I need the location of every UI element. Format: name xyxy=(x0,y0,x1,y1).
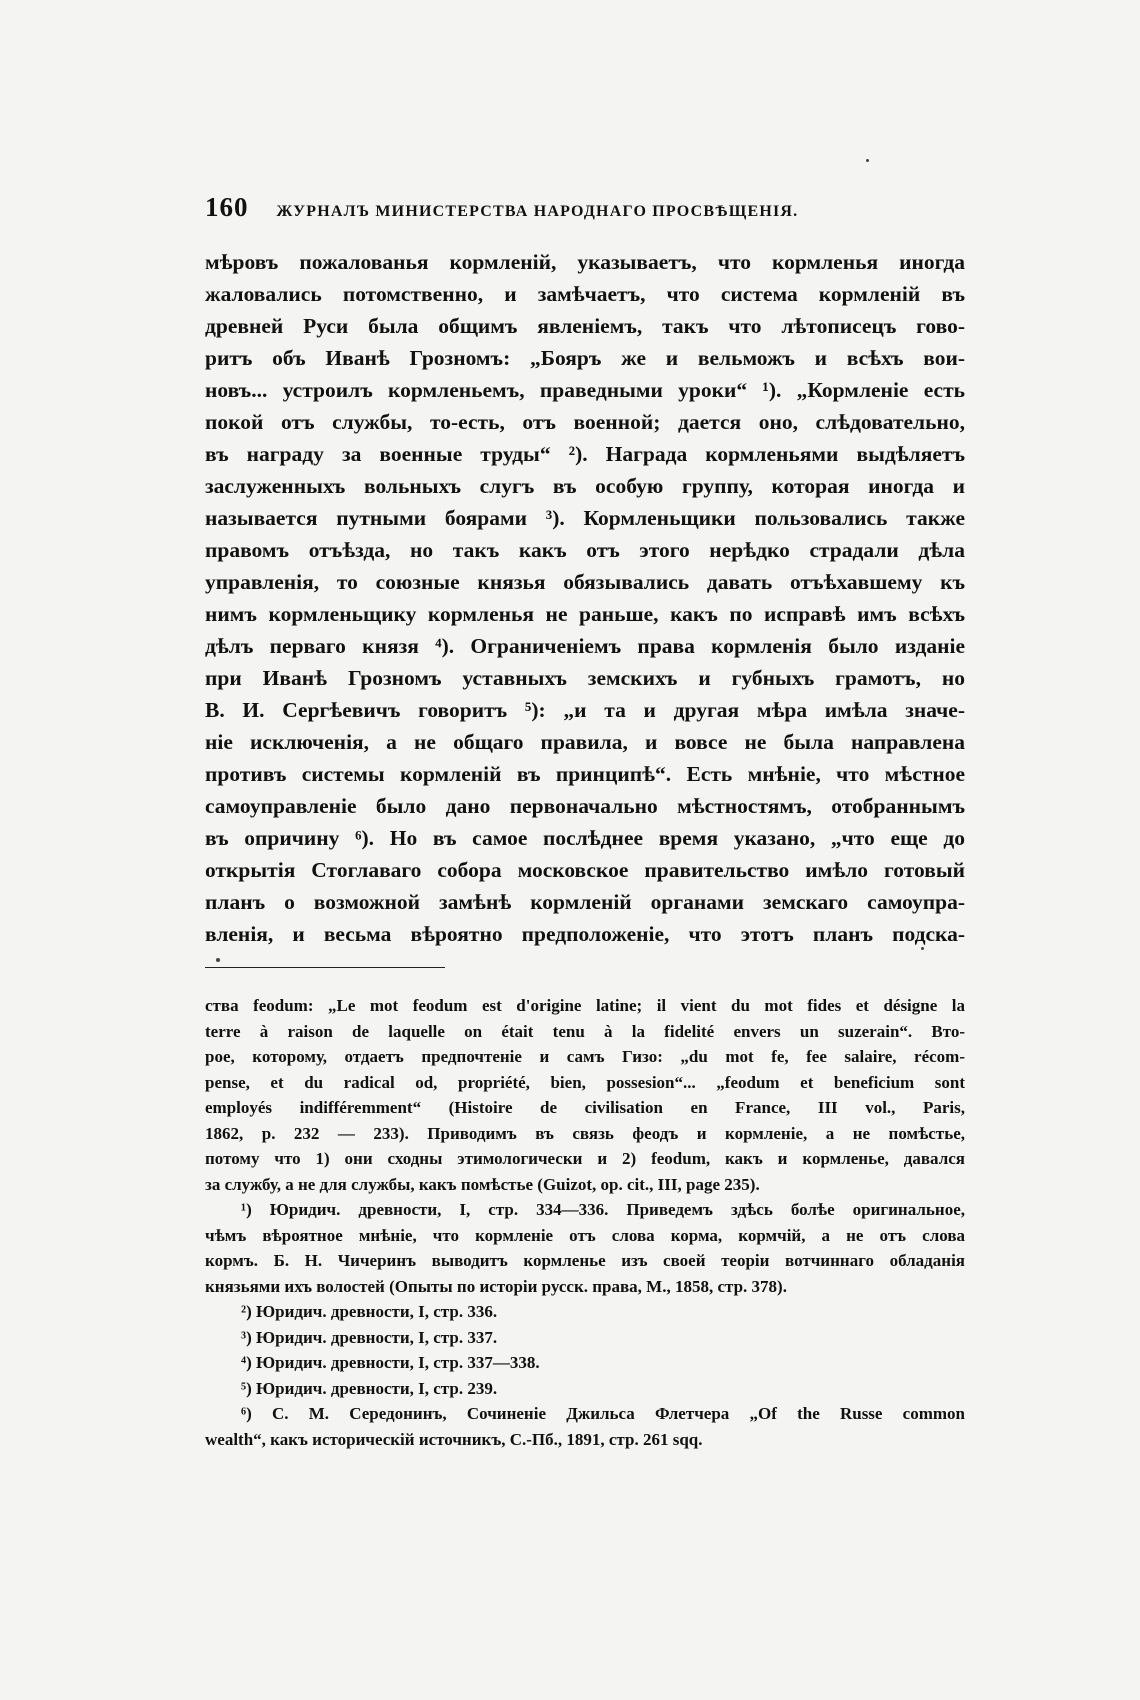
footnote-line: employés indifféremment“ (Histoire de civilisation en France, III vol., Paris, xyxy=(205,1098,965,1117)
running-title: ЖУРНАЛЪ МИНИСТЕРСТВА НАРОДНАГО ПРОСВѢЩЕНІЯ. xyxy=(276,203,799,220)
speck-mark xyxy=(216,958,220,962)
text-line: древней Руси была общимъ явленіемъ, такъ что лѣтописецъ гово- xyxy=(205,314,965,338)
footnotes-section xyxy=(205,993,965,1452)
footnote-line: pense, et du radical od, propriété, bien, possesion“... „feodum et beneficium sont xyxy=(205,1072,965,1092)
footnote-line: terre à raison de laquelle on était tenu à la fidelité envers un suzerain“. Вто- xyxy=(205,1021,965,1041)
text-line: ритъ объ Иванѣ Грозномъ: „Бояръ же и вельможъ и всѣхъ вои- xyxy=(205,346,965,370)
footnote-6 xyxy=(205,1401,965,1452)
text-line: противъ системы кормленій въ принципѣ“. Есть мнѣніе, что мѣстное xyxy=(205,762,965,786)
footnote-2: ²) Юридич. древности, I, стр. 336. xyxy=(241,1302,498,1321)
footnote-line: wealth“, какъ историческій источникъ, С.-Пб., 1891, стр. 261 sqq. xyxy=(205,1429,703,1449)
text-line: нимъ кормленьщику кормленья не раньше, какъ по исправѣ имъ всѣхъ xyxy=(205,602,965,626)
text-line: жаловались потомственно, и замѣчаетъ, что система кормленій въ xyxy=(205,282,965,306)
speck-mark xyxy=(866,159,869,162)
text-line: заслуженныхъ вольныхъ слугъ въ особую группу, которая иногда и xyxy=(205,474,965,498)
text-line: въ опричину ⁶). Но въ самое послѣднее время указано, „что еще до xyxy=(205,826,965,850)
footnote-line: ¹) Юридич. древности, I, стр. 334—336. Приведемъ здѣсь болѣе оригинальное, xyxy=(241,1200,965,1219)
footnote-line: ства feodum: „Le mot feodum est d'origine latine; il vient du mot fides et désigne la xyxy=(205,996,965,1015)
footnote-3: ³) Юридич. древности, I, стр. 337. xyxy=(241,1327,498,1347)
footnote-line: ⁶) С. М. Середонинъ, Сочиненіе Джильса Флетчера „Of the Russe common xyxy=(241,1404,965,1423)
text-line: управленія, то союзные князья обязывались давать отъѣхавшему къ xyxy=(205,570,965,594)
footnote-line: кормъ. Б. Н. Чичеринъ выводитъ кормленье изъ своей теоріи вотчиннаго обладанія xyxy=(205,1251,965,1270)
text-line: открытія Стоглаваго собора московское правительство имѣло готовый xyxy=(205,858,965,882)
footnote-1 xyxy=(205,1197,965,1299)
text-line: правомъ отъѣзда, но такъ какъ отъ этого нерѣдко страдали дѣла xyxy=(205,538,965,562)
text-line: называется путными боярами ³). Кормленьщики пользовались также xyxy=(205,506,965,530)
text-line: вленія, и весьма вѣроятно предположеніе, что этотъ планъ подска- xyxy=(205,922,965,946)
text-line: при Иванѣ Грозномъ уставныхъ земскихъ и губныхъ грамотъ, но xyxy=(205,666,965,690)
text-line: мѣровъ пожалованья кормленій, указываетъ, что кормленья иногда xyxy=(205,250,965,274)
page-number: 160 xyxy=(205,192,249,222)
text-line: дѣлъ перваго князя ⁴). Ограниченіемъ права кормленія было изданіе xyxy=(205,634,965,658)
footnote-5: ⁵) Юридич. древности, I, стр. 239. xyxy=(241,1378,498,1398)
text-line: планъ о возможной замѣнѣ кормленій органами земскаго самоупра- xyxy=(205,890,965,914)
footnote-line: потому что 1) они сходны этимологически и 2) feodum, какъ и кормленье, давался xyxy=(205,1149,965,1168)
text-line: новъ... устроилъ кормленьемъ, праведными уроки“ ¹). „Кормленіе есть xyxy=(205,378,965,402)
text-line: В. И. Сергѣевичъ говоритъ ⁵): „и та и другая мѣра имѣла значе- xyxy=(205,698,965,722)
footnote-line: 1862, p. 232 — 233). Приводимъ въ связь феодъ и кормленіе, а не помѣстье, xyxy=(205,1123,965,1143)
main-text-body xyxy=(205,246,965,950)
text-line: въ награду за военные труды“ ²). Награда кормленьями выдѣляетъ xyxy=(205,442,965,466)
footnote-line: за службу, а не для службы, какъ помѣстье (Guizot, op. cit., III, page 235). xyxy=(205,1174,760,1194)
text-line: покой отъ службы, то-есть, отъ военной; дается оно, слѣдовательно, xyxy=(205,410,965,434)
footnote-divider xyxy=(205,967,445,968)
footnote-continuation xyxy=(205,993,965,1197)
footnote-line: чѣмъ вѣроятное мнѣніе, что кормленіе отъ слова корма, кормчій, а не отъ слова xyxy=(205,1225,965,1245)
footnote-line: князьями ихъ волостей (Опыты по исторіи русск. права, М., 1858, стр. 378). xyxy=(205,1276,787,1296)
text-line: ніе исключенія, а не общаго правила, и вовсе не была направлена xyxy=(205,730,965,754)
footnote-4: ⁴) Юридич. древности, I, стр. 337—338. xyxy=(241,1353,540,1372)
speck-mark xyxy=(921,947,924,950)
page-header xyxy=(205,192,965,223)
footnote-line: рое, которому, отдаетъ предпочтеніе и самъ Гизо: „du mot fe, fee salaire, récom- xyxy=(205,1047,965,1066)
text-line: самоуправленіе было дано первоначально мѣстностямъ, отобраннымъ xyxy=(205,794,965,818)
